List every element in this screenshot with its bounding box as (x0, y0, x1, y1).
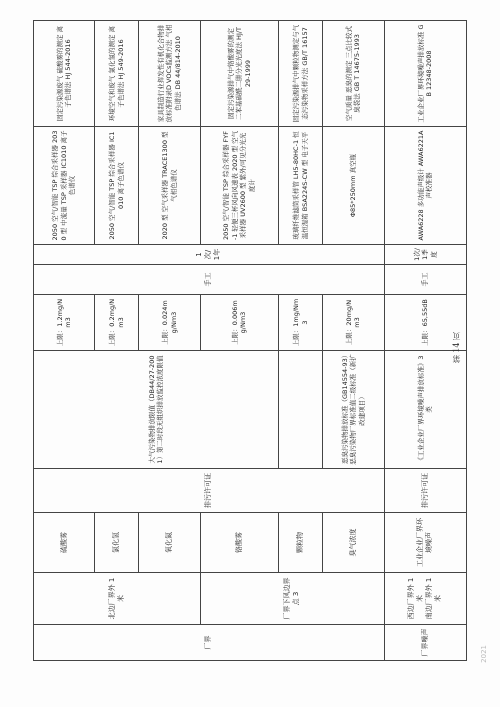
table-row (323, 21, 384, 661)
manual-method-cell: 手工 (34, 265, 385, 295)
pollutant-cell: 氯化氢 (95, 513, 139, 573)
pollutant-cell: 铬酸雾 (200, 513, 278, 573)
pollutant-cell: 颗粒物 (279, 513, 323, 573)
frequency-cell: 1次/1年 (34, 245, 385, 265)
manual-method-cell: 手工 (384, 265, 466, 295)
monitoring-point-cell (384, 573, 466, 625)
method-cell: 环境空气和废气 氯化氢的测定 离子色谱法 HJ 549-2016 (95, 21, 139, 127)
monitoring-point-north: 南边厂界外 1 米 (425, 577, 443, 620)
permit-label-cell: 排污许可证 (384, 469, 466, 513)
monitoring-table (33, 20, 467, 661)
instrument-cell: AWA6228 多功能声级计 AWA6221A 声校准器 (384, 127, 466, 245)
monitoring-point-downwind: 厂界下风边界点 3 (283, 577, 301, 620)
limit-cell: 上限：1.2mg/Nm3 (34, 295, 95, 351)
standard-cell: 恶臭污染物排放标准（GB14554-93）恶臭污染物厂界标准值二级标准（新扩改建项目） (323, 351, 384, 469)
limit-cell: 上限：0.2mg/Nm3 (95, 295, 139, 351)
table-row (279, 21, 323, 661)
frequency-cell: 1次/1季度 (384, 245, 466, 265)
method-cell: 工业企业厂界环境噪声排放标准 GB 12348-2008 (384, 21, 466, 127)
table-row (95, 21, 139, 661)
table-row (34, 21, 95, 661)
category-cell: 厂界 (34, 625, 385, 661)
monitoring-point-west: 西边厂界外 1 米 (407, 577, 425, 620)
standard-cell (279, 351, 323, 469)
method-cell: 空气质量 恶臭的测定 三点比较式臭袋法 GB T 14675-1993 (323, 21, 384, 127)
standard-cell: 《工业企业厂界环境噪声排放标准》3 类 (384, 351, 466, 469)
method-cell: 固定污染源排气中铬酸雾的测定 二苯基碳酰二肼分光光度法 HJ/T 29-1999 (200, 21, 278, 127)
pollutant-cell: 氧化氮 (139, 513, 200, 573)
instrument-cell: 2050 空气/智能 TSP 综合采样器 2030 型 中流量 TSP 采样器 IC1010 离子色谱仪 (34, 127, 95, 245)
limit-cell: 上限：0.024mg/Nm3 (139, 295, 200, 351)
limit-cell: 上限：20mg/Nm3 (323, 295, 384, 351)
table-row (139, 21, 200, 661)
method-cell: 固定污染源废气 硫酸雾的测定 离子色谱法 HJ 544-2016 (34, 21, 95, 127)
method-cell: 固定污染源排气中颗粒物测定与气态污染物采样方法 GB/T 16157 (279, 21, 323, 127)
table-row (200, 21, 278, 661)
instrument-cell: Φ85*250mm 真空瓶 (323, 127, 384, 245)
standard-cell: 大气污染物排放限值（DB44/27-2001）第二时段无组织排放监控浓度限值 (34, 351, 279, 469)
limit-cell: 上限：1mg/Nm3 (279, 295, 323, 351)
monitoring-point-cell (34, 573, 201, 625)
instrument-cell: 玻璃纤维滤筒采样管 LH5-80HC-1 恒温恒湿箱 BSA224S-CW 型 电子天平 (279, 127, 323, 245)
page-number: 第 14 页 (452, 332, 461, 364)
rotated-table-container (33, 21, 467, 661)
watermark-text: 2021 (480, 645, 488, 663)
instrument-cell: 2020 型 空气采样器 TRACE1300 型 气相色谱仪 (139, 127, 200, 245)
limit-cell: 上限：65,55dB (384, 295, 466, 351)
instrument-cell: 2050 空气/智能 TSP 综合采样器 FYF-1 轻便三杯风向风速表 2020 型 空气采样器 UV2600 型 紫外/可见分光光度计 (200, 127, 278, 245)
monitoring-point-cell (200, 573, 384, 625)
noise-category-cell: 厂界噪声 (384, 625, 466, 661)
pollutant-cell: 硫酸雾 (34, 513, 95, 573)
method-cell: 家具制造行业挥发性有机化合物排放标准附录D VOCs监测方法 气相色谱法 DB 44/814-2010 (139, 21, 200, 127)
instrument-cell: 2050 空气/智能 TSP 综合采样器 IC1010 离子色谱仪 (95, 127, 139, 245)
pollutant-cell: 工业企业厂界环境噪声 (384, 513, 466, 573)
monitoring-point-south: 北边厂界外 1 米 (107, 577, 125, 620)
limit-cell: 上限：0.006mg/Nm3 (200, 295, 278, 351)
pollutant-cell: 臭气浓度 (323, 513, 384, 573)
permit-label-cell: 排污许可证 (34, 469, 385, 513)
